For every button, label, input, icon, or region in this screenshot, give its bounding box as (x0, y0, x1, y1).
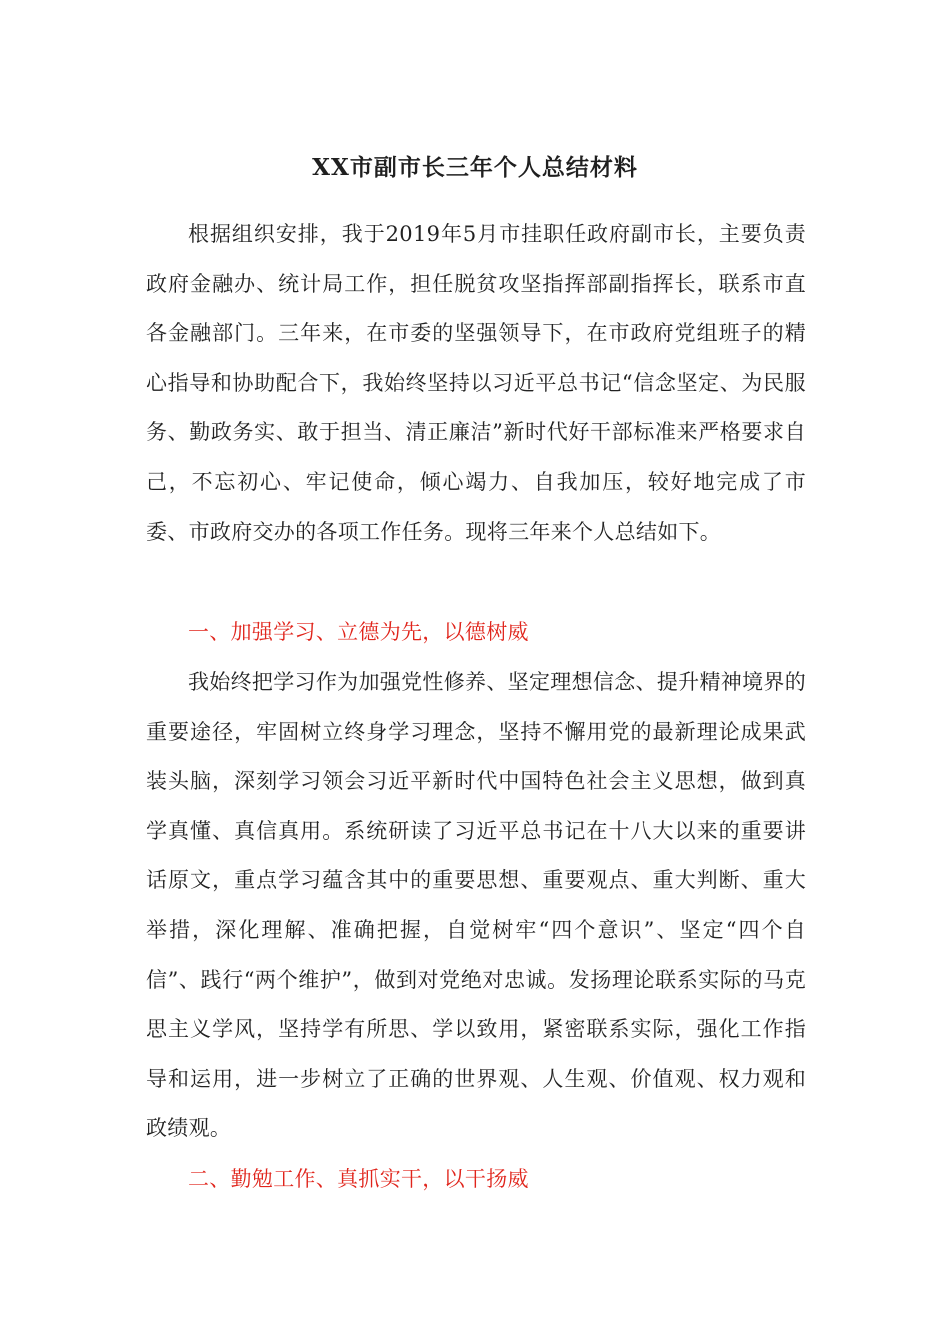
document-title: XX市副市长三年个人总结材料 (312, 154, 638, 181)
intro-paragraph: 根据组织安排，我于2019年5月市挂职任政府副市长，主要负责政府金融办、统计局工作，担任脱贫攻坚指挥部副指挥长，联系市直各金融部门。三年来，在市委的坚强领导下，在市政府党组班子的精心指导和协助配合下，我始终坚持以习近平总书记“信念坚定、为民服务、勤政务实、敢于担当、清正廉洁”新时代好干部标准来严格要求自己，不忘初心、牢记使命，倾心竭力、自我加压，较好地完成了市委、市政府交办的各项工作任务。现将三年来个人总结如下。 (146, 222, 806, 544)
section-heading-2: 二、勤勉工作、真抓实干，以干扬威 (188, 1167, 529, 1191)
section-heading-1: 一、加强学习、立德为先，以德树威 (188, 620, 529, 644)
section-1-paragraph: 我始终把学习作为加强党性修养、坚定理想信念、提升精神境界的重要途径，牢固树立终身学习理念，坚持不懈用党的最新理论成果武装头脑，深刻学习领会习近平新时代中国特色社会主义思想，做到真学真懂、真信真用。系统研读了习近平总书记在十八大以来的重要讲话原文，重点学习蕴含其中的重要思想、重要观点、重大判断、重大举措，深化理解、准确把握，自觉树牢“四个意识”、坚定“四个自信”、践行“两个维护”，做到对党绝对忠诚。发扬理论联系实际的马克思主义学风，坚持学有所思、学以致用，紧密联系实际，强化工作指导和运用，进一步树立了正确的世界观、人生观、价值观、权力观和政绩观。 (146, 670, 806, 1141)
